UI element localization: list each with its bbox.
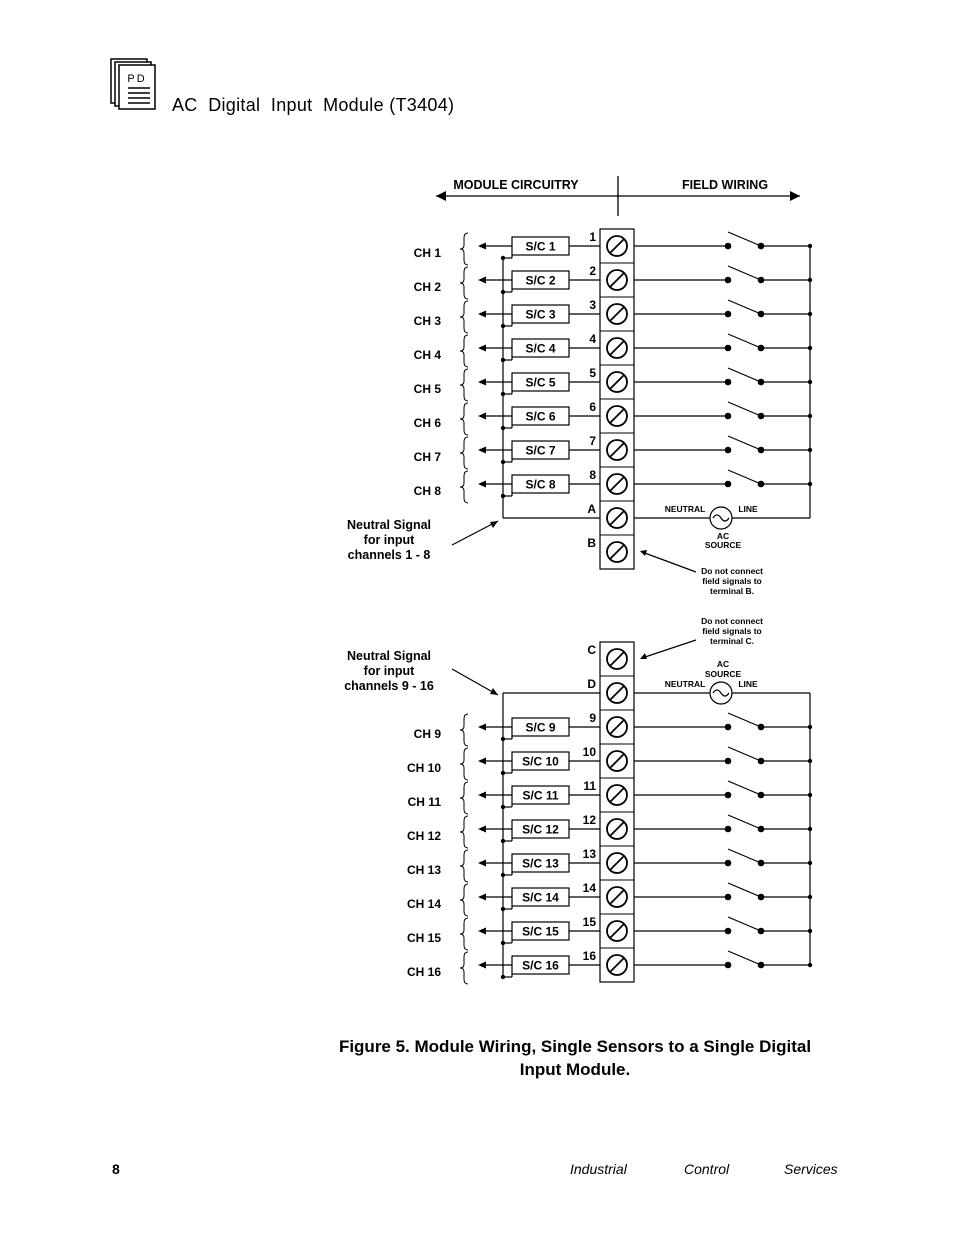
upper-warning-note-line: terminal B. bbox=[710, 586, 754, 596]
lower-warning-note-line: Do not connect bbox=[701, 616, 763, 626]
lower-sc-label: S/C 9 bbox=[525, 720, 556, 735]
upper-sc-label: S/C 3 bbox=[525, 307, 556, 322]
upper-channel-brace bbox=[460, 403, 468, 435]
upper-ac-label: AC bbox=[716, 531, 730, 541]
lower-terminal-label: 11 bbox=[583, 779, 596, 793]
lower-ac-label: AC bbox=[716, 659, 730, 669]
lower-warning-note-line: terminal C. bbox=[710, 636, 754, 646]
lower-terminal-label: C bbox=[587, 643, 596, 657]
upper-switch-blade bbox=[728, 300, 761, 314]
upper-terminal-label: 6 bbox=[589, 400, 596, 414]
lower-channel-arrowhead bbox=[478, 860, 486, 867]
lower-switch-contact-left bbox=[725, 758, 732, 765]
lower-terminal-label: D bbox=[587, 677, 596, 691]
lower-sc-label: S/C 14 bbox=[522, 890, 559, 905]
upper-channel-label: CH 6 bbox=[413, 416, 441, 430]
upper-switch-contact-left bbox=[725, 447, 732, 454]
lower-terminal-label: 9 bbox=[589, 711, 596, 725]
lower-channel-brace bbox=[460, 850, 468, 882]
lower-switch-blade bbox=[728, 747, 761, 761]
upper-channel-arrowhead bbox=[478, 447, 486, 454]
lower-sc-label: S/C 15 bbox=[522, 924, 559, 939]
lower-channel-brace bbox=[460, 918, 468, 950]
upper-sc-label: S/C 8 bbox=[525, 477, 556, 492]
lower-channel-arrowhead bbox=[478, 928, 486, 935]
lower-channel-label: CH 16 bbox=[406, 965, 441, 979]
lower-switch-contact-left bbox=[725, 894, 732, 901]
lower-channel-label: CH 13 bbox=[406, 863, 441, 877]
upper-switch-blade bbox=[728, 470, 761, 484]
page-header-title: AC Digital Input Module (T3404) bbox=[172, 95, 455, 115]
upper-channel-arrowhead bbox=[478, 277, 486, 284]
upper-channel-label: CH 5 bbox=[413, 382, 441, 396]
lower-wiring-block bbox=[344, 616, 812, 984]
lower-channel-brace bbox=[460, 952, 468, 984]
caption-line-1: Figure 5. Module Wiring, Single Sensors to a Single Digital bbox=[338, 1037, 812, 1056]
lower-channel-label: CH 14 bbox=[406, 897, 441, 911]
lower-neutral-label: NEUTRAL bbox=[664, 679, 706, 689]
upper-channel-brace bbox=[460, 233, 468, 265]
lower-switch-contact-left bbox=[725, 724, 732, 731]
caption-line-2: Input Module. bbox=[519, 1060, 631, 1079]
upper-neutral-label: NEUTRAL bbox=[664, 504, 706, 514]
upper-terminal-label: 1 bbox=[589, 230, 596, 244]
upper-neutral-note-line: Neutral Signal bbox=[346, 518, 432, 532]
upper-channel-arrowhead bbox=[478, 379, 486, 386]
footer-word-services: Services bbox=[784, 1161, 838, 1177]
upper-channel-arrowhead bbox=[478, 481, 486, 488]
lower-warning-note-line: field signals to bbox=[702, 626, 762, 636]
upper-switch-contact-left bbox=[725, 413, 732, 420]
lower-channel-brace bbox=[460, 748, 468, 780]
lower-warning-pointer bbox=[642, 640, 696, 658]
lower-switch-contact-left bbox=[725, 792, 732, 799]
logo-text: PD bbox=[127, 73, 147, 85]
lower-channel-brace bbox=[460, 782, 468, 814]
upper-channel-label: CH 8 bbox=[413, 484, 441, 498]
lower-channel-label: CH 11 bbox=[407, 795, 441, 809]
upper-warning-note-line: field signals to bbox=[702, 576, 762, 586]
upper-switch-contact-left bbox=[725, 243, 732, 250]
upper-switch-blade bbox=[728, 436, 761, 450]
lower-channel-arrowhead bbox=[478, 894, 486, 901]
lower-terminal-label: 13 bbox=[582, 847, 596, 861]
upper-channel-brace bbox=[460, 335, 468, 367]
lower-warning-arrowhead bbox=[640, 653, 647, 659]
circuitry-field-divider bbox=[436, 176, 800, 216]
upper-channel-label: CH 4 bbox=[413, 348, 441, 362]
upper-sc-label: S/C 5 bbox=[525, 375, 556, 390]
footer-word-industrial: Industrial bbox=[570, 1161, 627, 1177]
lower-terminal-label: 14 bbox=[582, 881, 596, 895]
upper-channel-arrowhead bbox=[478, 311, 486, 318]
lower-switch-contact-left bbox=[725, 962, 732, 969]
upper-terminal-label: 2 bbox=[589, 264, 596, 278]
figure-caption bbox=[250, 1035, 900, 1081]
upper-neutral-note-pointer bbox=[452, 521, 498, 545]
lower-switch-blade bbox=[728, 781, 761, 795]
lower-sc-label: S/C 10 bbox=[522, 754, 559, 769]
upper-switch-blade bbox=[728, 266, 761, 280]
upper-switch-blade bbox=[728, 402, 761, 416]
lower-channel-label: CH 15 bbox=[406, 931, 441, 945]
upper-sc-label: S/C 2 bbox=[525, 273, 556, 288]
lower-channel-arrowhead bbox=[478, 962, 486, 969]
lower-neutral-note-line: channels 9 - 16 bbox=[344, 679, 434, 693]
upper-channel-brace bbox=[460, 267, 468, 299]
lower-line-label: LINE bbox=[738, 679, 758, 689]
upper-channel-arrowhead bbox=[478, 243, 486, 250]
lower-channel-label: CH 12 bbox=[406, 829, 441, 843]
upper-neutral-note-line: channels 1 - 8 bbox=[347, 548, 431, 562]
lower-switch-blade bbox=[728, 951, 761, 965]
upper-switch-blade bbox=[728, 334, 761, 348]
lower-neutral-note-line: for input bbox=[363, 664, 415, 678]
field-wiring-label: FIELD WIRING bbox=[681, 178, 769, 192]
upper-switch-contact-left bbox=[725, 345, 732, 352]
upper-channel-label: CH 7 bbox=[413, 450, 441, 464]
upper-switch-contact-left bbox=[725, 379, 732, 386]
upper-channel-label: CH 3 bbox=[413, 314, 441, 328]
lower-source-label: SOURCE bbox=[704, 669, 742, 679]
upper-channel-brace bbox=[460, 369, 468, 401]
upper-terminal-label: B bbox=[587, 536, 596, 550]
upper-terminal-label: 7 bbox=[589, 434, 596, 448]
lower-switch-blade bbox=[728, 849, 761, 863]
upper-warning-note-line: Do not connect bbox=[701, 566, 763, 576]
upper-switch-contact-left bbox=[725, 277, 732, 284]
lower-sc-label: S/C 12 bbox=[522, 822, 559, 837]
lower-switch-contact-left bbox=[725, 860, 732, 867]
page-number: 8 bbox=[112, 1161, 120, 1177]
lower-channel-arrowhead bbox=[478, 826, 486, 833]
lower-neutral-note-pointer bbox=[452, 669, 498, 695]
upper-switch-contact-left bbox=[725, 481, 732, 488]
lower-neutral-note-line: Neutral Signal bbox=[346, 649, 432, 663]
upper-wiring-block bbox=[347, 229, 812, 596]
lower-switch-blade bbox=[728, 815, 761, 829]
lower-terminal-label: 16 bbox=[582, 949, 596, 963]
upper-channel-arrowhead bbox=[478, 345, 486, 352]
upper-terminal-label: A bbox=[587, 502, 596, 516]
lower-switch-contact-left bbox=[725, 826, 732, 833]
upper-channel-label: CH 1 bbox=[413, 246, 441, 260]
upper-sc-label: S/C 4 bbox=[525, 341, 556, 356]
lower-channel-arrowhead bbox=[478, 792, 486, 799]
lower-channel-label: CH 10 bbox=[406, 761, 441, 775]
upper-warning-pointer bbox=[642, 552, 696, 572]
upper-sc-label: S/C 6 bbox=[525, 409, 556, 424]
lower-switch-blade bbox=[728, 713, 761, 727]
upper-terminal-label: 4 bbox=[589, 332, 596, 346]
lower-channel-brace bbox=[460, 884, 468, 916]
lower-switch-blade bbox=[728, 917, 761, 931]
lower-channel-label: CH 9 bbox=[413, 727, 441, 741]
upper-line-label: LINE bbox=[738, 504, 758, 514]
module-circuitry-label: MODULE CIRCUITRY bbox=[453, 178, 579, 192]
upper-source-label: SOURCE bbox=[704, 540, 742, 550]
upper-sc-label: S/C 7 bbox=[525, 443, 556, 458]
upper-channel-brace bbox=[460, 301, 468, 333]
upper-switch-blade bbox=[728, 232, 761, 246]
lower-terminal-label: 10 bbox=[582, 745, 596, 759]
upper-warning-arrowhead bbox=[640, 550, 647, 556]
lower-channel-arrowhead bbox=[478, 724, 486, 731]
upper-switch-blade bbox=[728, 368, 761, 382]
upper-neutral-note-line: for input bbox=[363, 533, 415, 547]
upper-channel-brace bbox=[460, 471, 468, 503]
lower-sc-label: S/C 11 bbox=[522, 788, 559, 803]
lower-channel-brace bbox=[460, 816, 468, 848]
lower-channel-arrowhead bbox=[478, 758, 486, 765]
lower-sc-label: S/C 16 bbox=[522, 958, 559, 973]
lower-terminal-label: 15 bbox=[582, 915, 596, 929]
footer-word-control: Control bbox=[684, 1161, 730, 1177]
upper-channel-arrowhead bbox=[478, 413, 486, 420]
lower-switch-blade bbox=[728, 883, 761, 897]
upper-terminal-label: 8 bbox=[589, 468, 596, 482]
upper-channel-label: CH 2 bbox=[413, 280, 441, 294]
lower-sc-label: S/C 13 bbox=[522, 856, 559, 871]
upper-switch-contact-left bbox=[725, 311, 732, 318]
lower-channel-brace bbox=[460, 714, 468, 746]
upper-channel-brace bbox=[460, 437, 468, 469]
upper-terminal-label: 3 bbox=[589, 298, 596, 312]
lower-switch-contact-left bbox=[725, 928, 732, 935]
upper-sc-label: S/C 1 bbox=[525, 239, 556, 254]
upper-terminal-label: 5 bbox=[589, 366, 596, 380]
lower-terminal-label: 12 bbox=[582, 813, 596, 827]
